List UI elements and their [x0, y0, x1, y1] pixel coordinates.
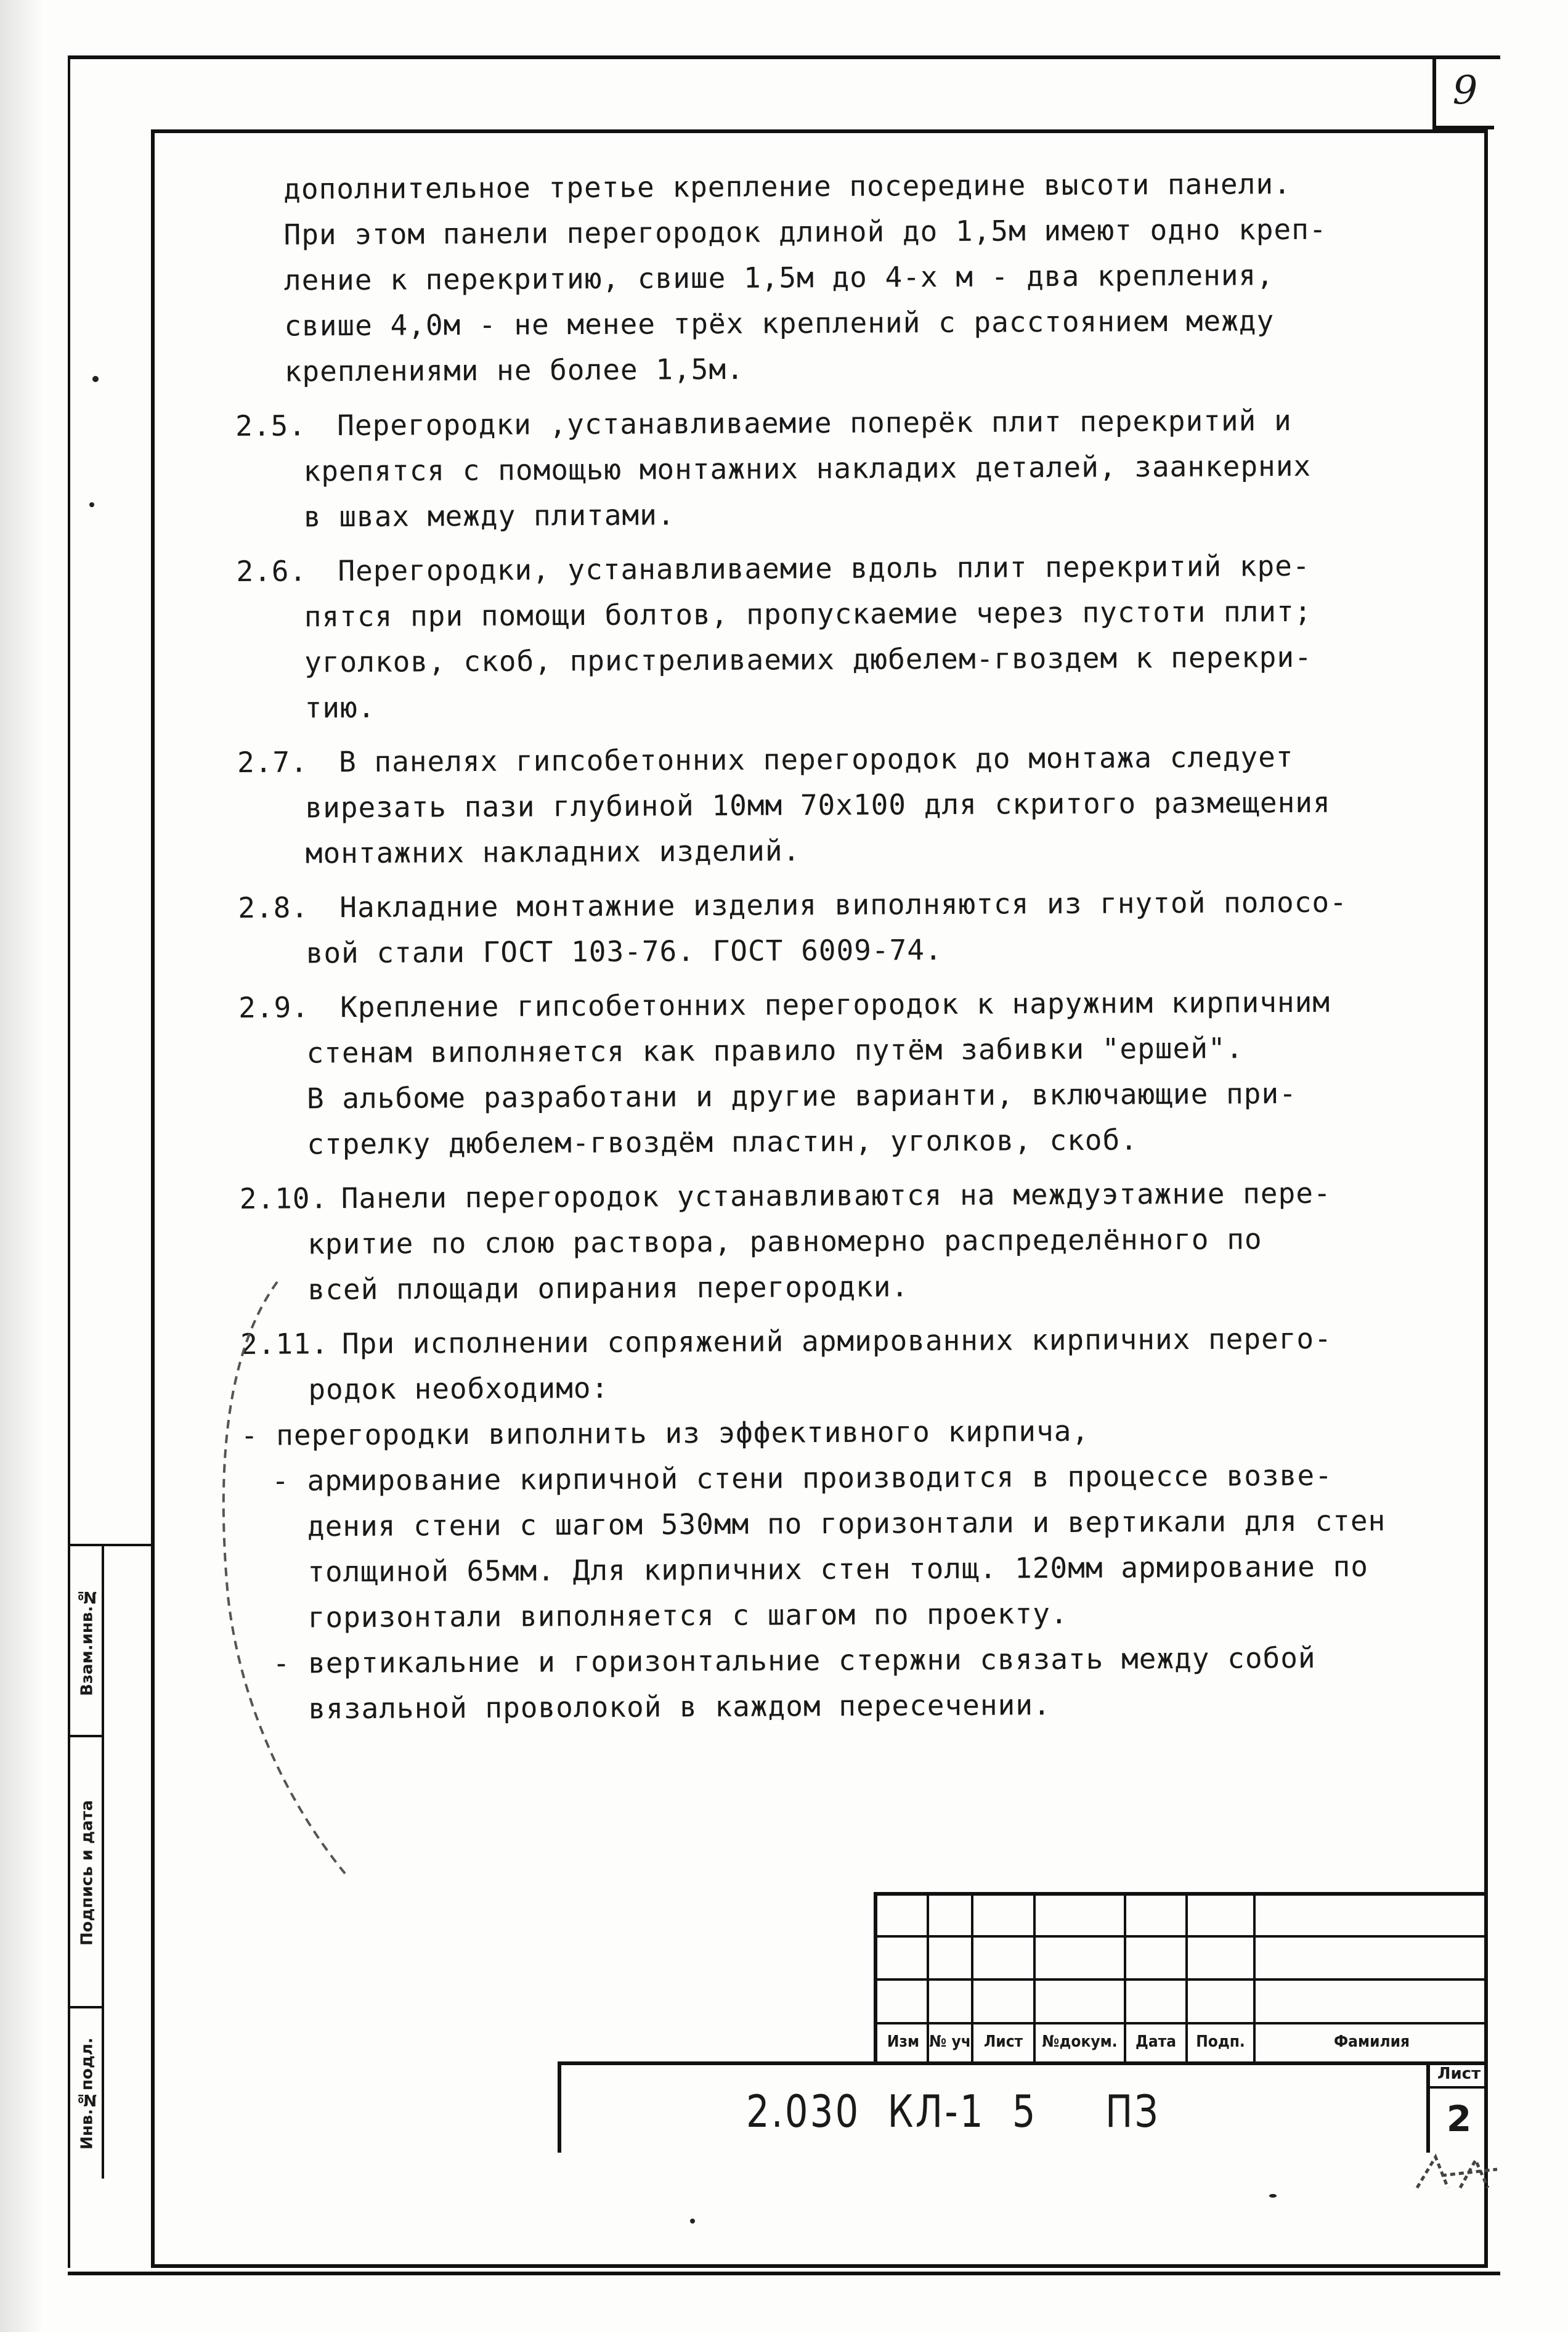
item-line: вой стали ГОСТ 103-76. ГОСТ 6009-74. [306, 932, 943, 970]
sheet-number: 2 [1446, 2098, 1472, 2140]
item-number: 2.7. [237, 745, 308, 779]
numbered-item [240, 1170, 1466, 1313]
handwritten-mark [1405, 2145, 1503, 2200]
revision-row [877, 1896, 1488, 1938]
body-line: свише 4,0м - не менее трёх креплений с расстоянием между [284, 304, 1275, 343]
item-line: крепятся с помощью монтажних накладих деталей, заанкерних [303, 449, 1312, 488]
item-line: стенам виполняется как правило путём забивки "ершей". [306, 1031, 1244, 1070]
numbered-item [238, 979, 1466, 1167]
bullet-line: горизонтали виполняется с шагом по проекту. [272, 1596, 1068, 1634]
bullet-line: - вертикальние и горизонтальние стержни связать между собой [272, 1641, 1316, 1680]
item-line: в швах между плитами. [303, 498, 675, 534]
numbered-item [237, 733, 1464, 876]
revision-table [874, 1892, 1488, 2061]
body-line: дополнительное третье крепление посередине высоти панели. [283, 167, 1291, 206]
item-line: тию. [304, 690, 376, 725]
stamp-label-inventory: Инв.№подл. [78, 2037, 97, 2150]
item-line: Крепление гипсобетонних перегородок к наружним кирпичним [340, 985, 1331, 1024]
item-line: вирезать пази глубиной 10мм 70х100 для скритого размещения [305, 785, 1331, 825]
numbered-item [238, 879, 1464, 976]
item-number: 2.11. [240, 1327, 329, 1361]
scan-speck [1269, 2194, 1277, 2198]
numbered-item [235, 397, 1462, 540]
item-number: 2.8. [238, 891, 309, 924]
stamp-label-replacement: Взам.инв.№ [78, 1587, 97, 1697]
bullet-line: - перегородки виполнить из эффективного кирпича, [240, 1414, 1090, 1452]
pencil-curve-mark [203, 1276, 364, 1880]
bullet-line: вязальной проволокой в каждом пересечении. [272, 1688, 1051, 1726]
sheet-corner-number: 9 [1432, 59, 1494, 129]
item-number: 2.5. [235, 409, 307, 442]
scan-shadow [0, 0, 43, 2332]
header-document: №докум. [1042, 2032, 1118, 2051]
bullet-item [241, 1406, 1467, 1458]
item-line: монтажних накладних изделий. [305, 834, 801, 870]
numbered-items [235, 397, 1467, 1413]
item-number: 2.9. [238, 990, 310, 1024]
body-line: ление к перекритию, свише 1,5м до 4-х м - два крепления, [283, 258, 1274, 297]
item-line: стрелку дюбелем-гвоздём пластин, уголков, скоб. [307, 1123, 1139, 1161]
header-change: Изм [887, 2032, 920, 2051]
item-line: родок необходимо: [308, 1371, 609, 1406]
bullet-item [242, 1634, 1469, 1732]
item-line: Панели перегородок устанавливаются на междуэтажние пере- [341, 1176, 1331, 1215]
item-line: пятся при помощи болтов, пропускаемие через пустоти плит; [304, 594, 1312, 634]
item-line: уголков, скоб, пристреливаемих дюбелем-гвоздем к перекри- [304, 640, 1312, 679]
numbered-item [236, 542, 1463, 731]
header-signature: Подп. [1196, 2032, 1245, 2051]
item-line: В альбоме разработани и другие варианти, включающие при- [306, 1076, 1297, 1115]
sheet-label: Лист [1430, 2061, 1488, 2089]
header-date: Дата [1135, 2032, 1176, 2051]
document-code-block [558, 2061, 1488, 2153]
revision-row [877, 1978, 1488, 2024]
stamp-label-signature: Подпись и дата [78, 1800, 97, 1946]
body-text [234, 160, 1468, 1732]
bullet-line: толщиной 65мм. Для кирпичних стен толщ. 120мм армирование по [272, 1549, 1369, 1589]
scan-speck [89, 502, 94, 507]
item-number: 2.6. [236, 554, 307, 588]
bullet-line: - армирование кирпичной стени производится в процессе возве- [272, 1458, 1333, 1498]
header-surname: Фамилия [1333, 2032, 1410, 2051]
header-sheet: Лист [983, 2032, 1023, 2051]
body-line: креплениями не более 1,5м. [284, 352, 744, 388]
scan-speck [92, 376, 99, 382]
numbered-item [240, 1315, 1467, 1413]
intro-paragraph [234, 160, 1461, 394]
bullet-list [241, 1406, 1469, 1732]
sheet-number-cell [1426, 2061, 1488, 2153]
item-number: 2.10. [239, 1181, 328, 1215]
item-line: всей площади опирания перегородки. [307, 1270, 909, 1307]
item-line: Перегородки, устанавливаемие вдоль плит перекритий кре- [338, 548, 1310, 588]
item-line: В панелях гипсобетонних перегородок до монтажа следует [338, 740, 1294, 779]
item-line: При исполнении сопряжений армированних кирпичних перего- [341, 1321, 1333, 1361]
bullet-item [241, 1452, 1468, 1641]
body-line: При этом панели перегородок длиной до 1,5м имеют одно креп- [283, 212, 1327, 251]
bullet-line: дения стени с шагом 530мм по горизонтали и вертикали для стен [272, 1504, 1386, 1543]
document-code: 2.030 КЛ-1 5 ПЗ [746, 2085, 1160, 2137]
revision-row [877, 1935, 1488, 1981]
header-section: № уч [929, 2032, 971, 2051]
item-line: критие по слою раствора, равномерно распределённого по [307, 1222, 1262, 1261]
item-line: Перегородки ,устанавливаемие поперёк плит перекритий и [337, 404, 1292, 442]
scan-speck [690, 2219, 695, 2224]
item-line: Накладние монтажние изделия виполняются из гнутой полосо- [339, 885, 1347, 924]
binding-stamp [68, 1544, 151, 2179]
